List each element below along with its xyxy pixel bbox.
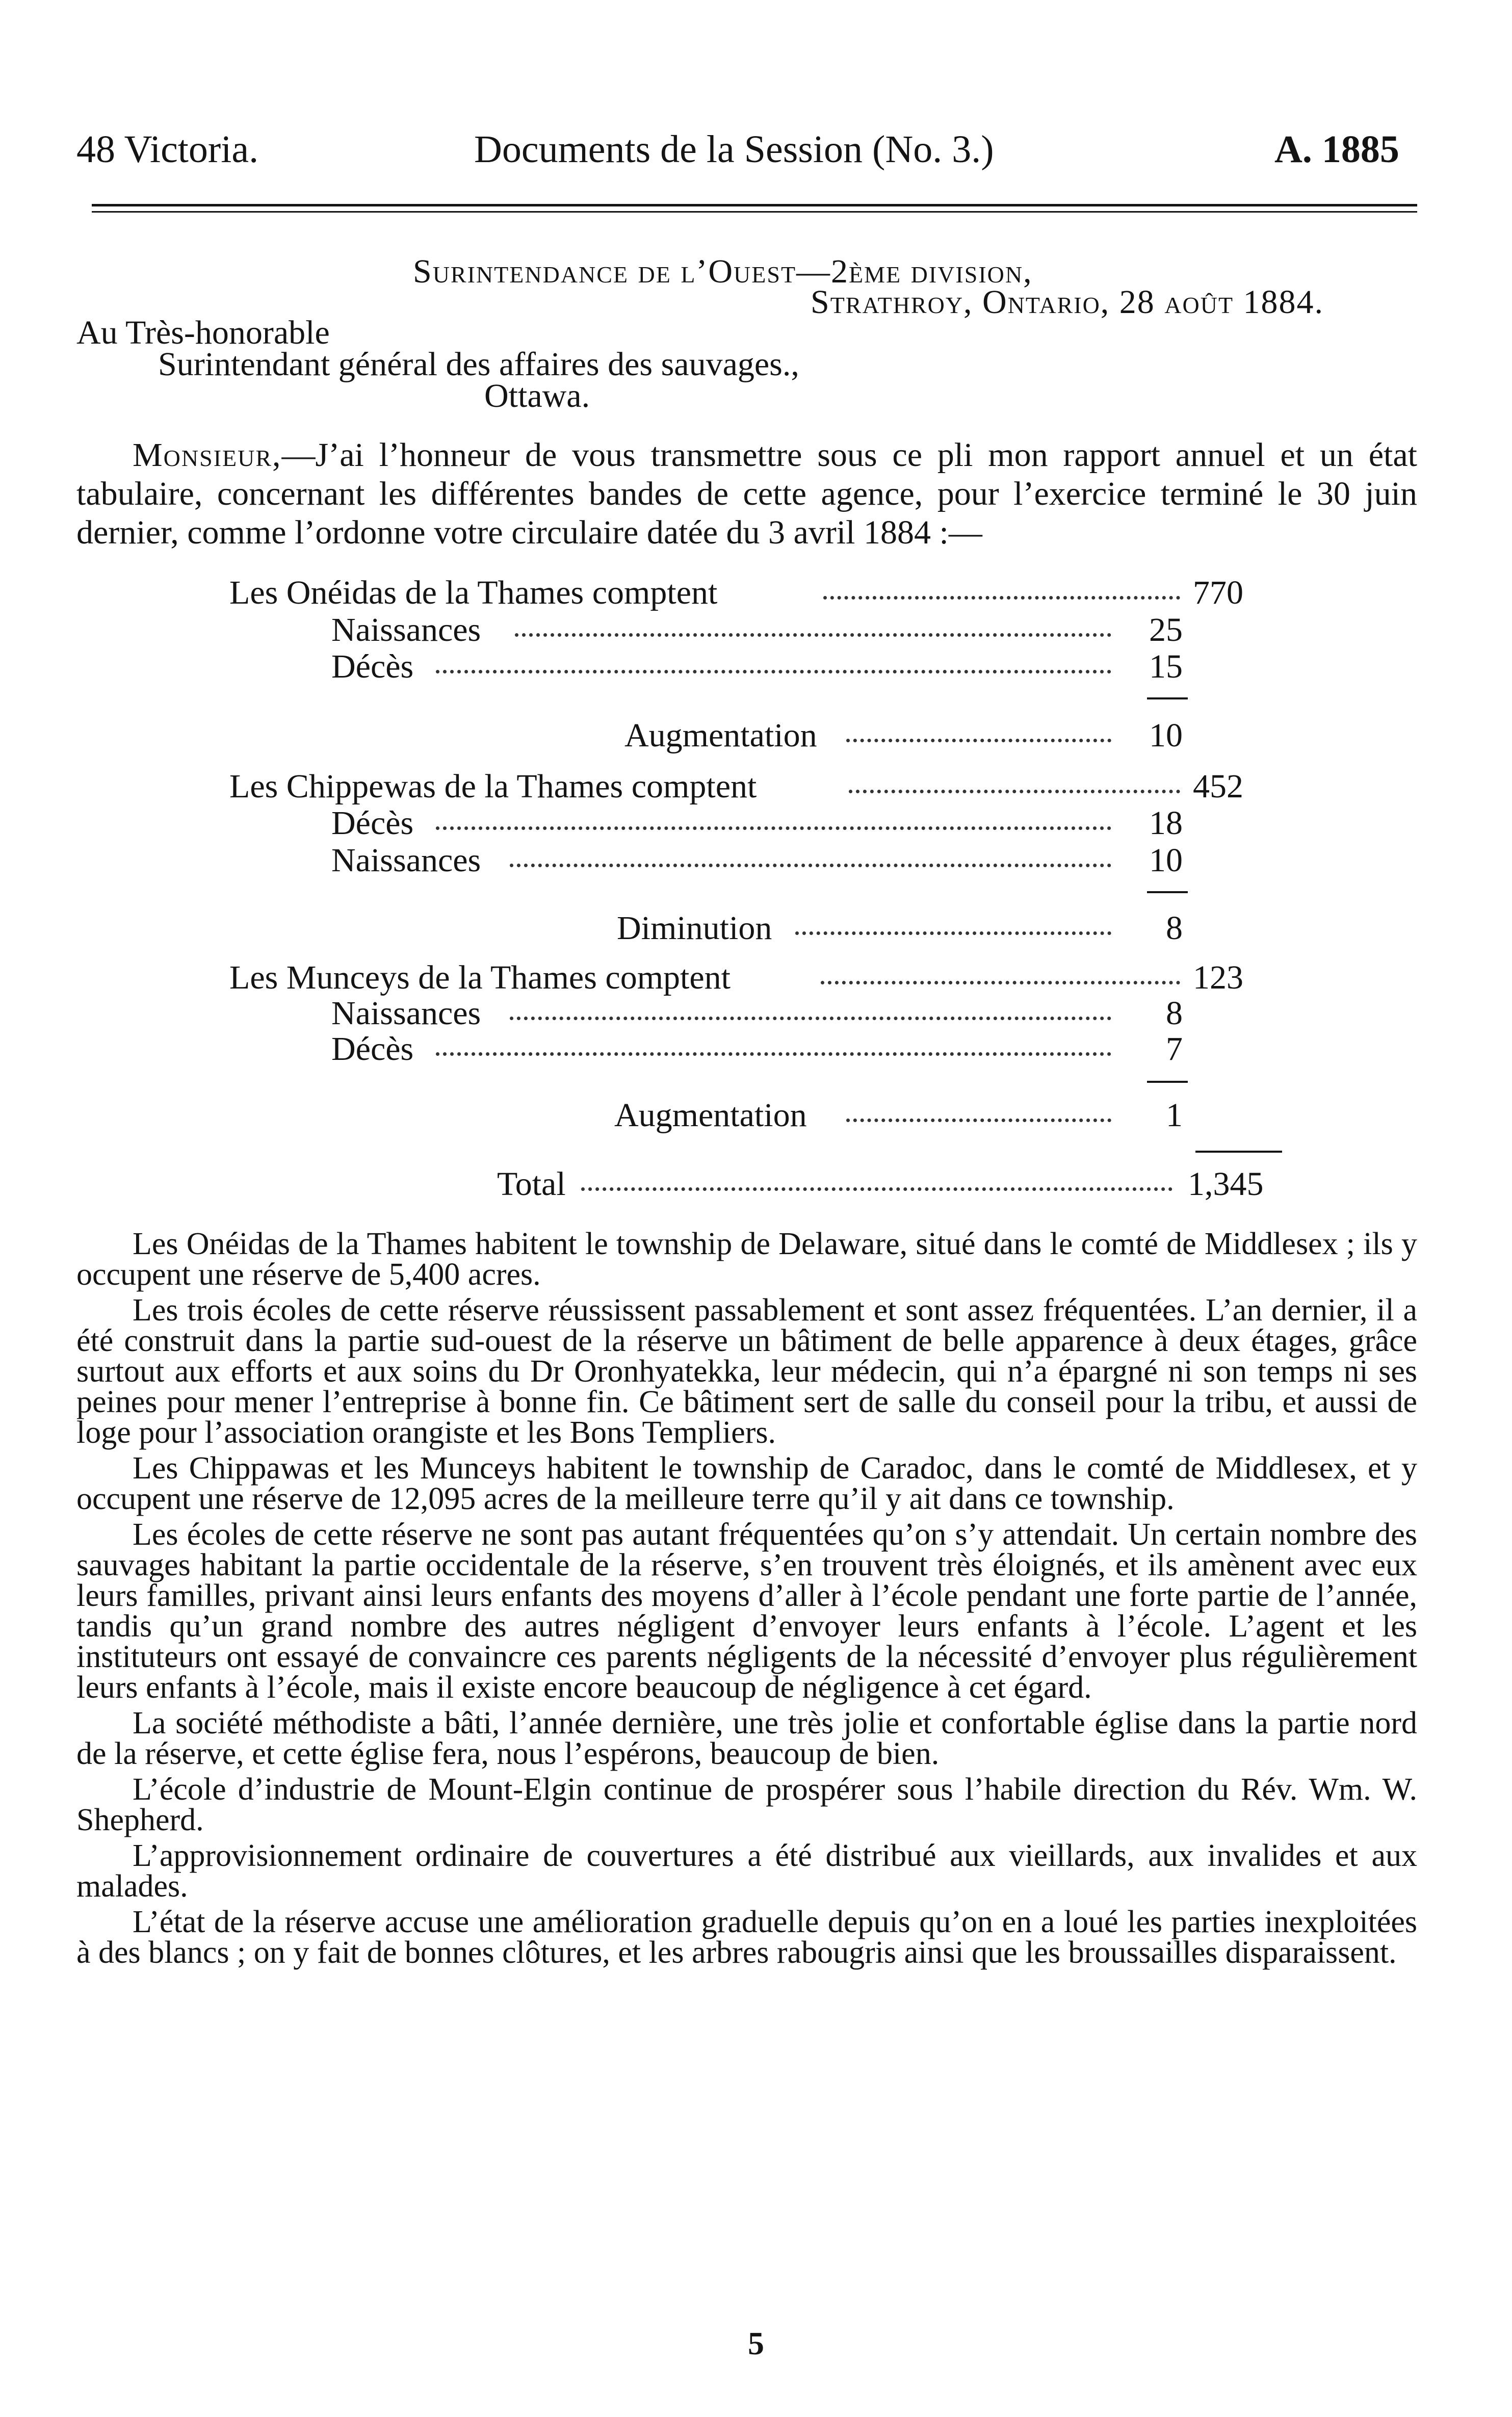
- paragraph: La société méthodiste a bâti, l’année dernière, une très jolie et confortable église dans la partie nord de la réserve, et cette église fera, nous l’espérons, beaucoup de bien.: [76, 1706, 1417, 1771]
- table-row-chippewas-result: [0, 909, 1512, 948]
- paragraph: L’approvisionnement ordinaire de couvertures a été distribué aux vieillards, aux invalides et aux malades.: [76, 1838, 1417, 1904]
- header-title: Documents de la Session (No. 3.): [474, 128, 994, 171]
- chippewas-total: 452: [1193, 768, 1243, 805]
- munceys-result-label: Augmentation: [614, 1097, 807, 1134]
- munceys-total: 123: [1193, 959, 1243, 996]
- total-sum-line: [1195, 1151, 1282, 1153]
- chippewas-result-label: Diminution: [617, 909, 772, 947]
- header-rule: [92, 204, 1417, 206]
- table-row-oneidas: [0, 574, 1512, 612]
- addressee-line3: Ottawa.: [484, 377, 590, 414]
- chippewas-births: 10: [1149, 842, 1183, 879]
- intro-paragraph: [76, 436, 1417, 552]
- header-volume: 48 Victoria.: [76, 128, 259, 171]
- chippewas-label: Les Chippewas de la Thames comptent: [229, 768, 757, 805]
- oneidas-result-label: Augmentation: [624, 717, 817, 754]
- oneidas-total: 770: [1193, 574, 1243, 611]
- letterhead-place-date: Strathroy, Ontario, 28 août 1884.: [811, 283, 1324, 321]
- sum-line: [1147, 697, 1188, 699]
- chippewas-births-label: Naissances: [331, 842, 481, 879]
- table-row-munceys-births: [0, 994, 1512, 1033]
- paragraph: Les Onéidas de la Thames habitent le township de Delaware, situé dans le comté de Middlesex ; ils y occupent une réserve de 5,400 acres.: [76, 1227, 1417, 1292]
- table-row-chippewas-deaths: [0, 804, 1512, 843]
- total-label: Total: [497, 1165, 566, 1203]
- sum-line: [1147, 1081, 1188, 1083]
- report-body: [76, 1229, 1417, 1968]
- paragraph: Les écoles de cette réserve ne sont pas autant fréquentées qu’on s’y attendait. Un certain nombre des sauvages habitant la partie occidentale de la réserve, s’en trouvent très éloignés, et ils amènent avec eux leurs familles, privant ainsi leurs enfants des moyens d’aller à l’école pendant une forte partie de l’année, tandis qu’un grand nombre des autres négligent d’envoyer leurs enfants à l’école. L’agent et les instituteurs ont essayé de convaincre ces parents négligents de la nécessité d’envoyer plus régulièrement leurs enfants à l’école, mais il existe encore beaucoup de négligence à cet égard.: [76, 1517, 1417, 1705]
- table-row-total: [0, 1165, 1512, 1204]
- oneidas-label: Les Onéidas de la Thames comptent: [229, 574, 718, 611]
- paragraph: L’école d’industrie de Mount-Elgin continue de prospérer sous l’habile direction du Rév. Wm. W. Shepherd.: [76, 1772, 1417, 1837]
- table-row-oneidas-deaths: [0, 647, 1512, 686]
- intro-text: —J’ai l’honneur de vous transmettre sous ce pli mon rapport annuel et un état tabulaire, concernant les différentes bandes de cette agence, pour l’exercice terminé le 30 juin dernier, comme l’ordonne votre circulaire datée du 3 avril 1884 :—: [76, 436, 1417, 551]
- paragraph: Les trois écoles de cette réserve réussissent passablement et sont assez fréquentées. L’an dernier, il a été construit dans la partie sud-ouest de la réserve un bâtiment de belle apparence à deux étages, grâce surtout aux efforts et aux soins du Dr Oronhyatekka, leur médecin, qui n’a épargné ni son temps ni ses peines pour mener l’entreprise à bonne fin. Ce bâtiment sert de salle du conseil pour la tribu, et aussi de loge pour l’association orangiste et les Bons Templiers.: [76, 1293, 1417, 1450]
- munceys-result: 1: [1166, 1097, 1183, 1134]
- header-year: A. 1885: [1274, 128, 1399, 171]
- header-rule-thin: [92, 211, 1417, 213]
- munceys-births-label: Naissances: [331, 995, 481, 1032]
- paragraph: L’état de la réserve accuse une amélioration graduelle depuis qu’on en a loué les parties inexploitées à des blancs ; on y fait de bonnes clôtures, et les arbres rabougris ainsi que les broussailles disparaissent.: [76, 1905, 1417, 1970]
- table-row-munceys-result: [0, 1096, 1512, 1135]
- munceys-births: 8: [1166, 995, 1183, 1032]
- table-row-munceys: [0, 958, 1512, 997]
- salutation: Monsieur,: [133, 436, 282, 474]
- table-row-munceys-deaths: [0, 1030, 1512, 1069]
- munceys-label: Les Munceys de la Thames comptent: [229, 959, 731, 996]
- oneidas-deaths: 15: [1149, 648, 1183, 685]
- chippewas-deaths-label: Décès: [331, 804, 414, 842]
- addressee-line2: Surintendant général des affaires des sauvages.,: [158, 346, 799, 383]
- munceys-deaths: 7: [1166, 1030, 1183, 1068]
- chippewas-deaths: 18: [1149, 804, 1183, 842]
- addressee-line1: Au Très-honorable: [76, 314, 330, 351]
- table-row-chippewas: [0, 767, 1512, 806]
- oneidas-births: 25: [1149, 611, 1183, 648]
- chippewas-result: 8: [1166, 909, 1183, 947]
- table-row-oneidas-births: [0, 611, 1512, 649]
- paragraph: Les Chippawas et les Munceys habitent le township de Caradoc, dans le comté de Middlesex, et y occupent une réserve de 12,095 acres de la meilleure terre qu’il y ait dans ce township.: [76, 1451, 1417, 1516]
- table-row-chippewas-births: [0, 841, 1512, 880]
- page-number: 5: [748, 2325, 764, 2361]
- sum-line: [1147, 891, 1188, 893]
- oneidas-result: 10: [1149, 717, 1183, 754]
- oneidas-deaths-label: Décès: [331, 648, 414, 685]
- grand-total: 1,345: [1188, 1165, 1264, 1203]
- munceys-deaths-label: Décès: [331, 1030, 414, 1068]
- table-row-oneidas-result: [0, 716, 1512, 755]
- oneidas-births-label: Naissances: [331, 611, 481, 648]
- letterhead-office: Surintendance de l’Ouest—2ème division,: [413, 253, 1033, 290]
